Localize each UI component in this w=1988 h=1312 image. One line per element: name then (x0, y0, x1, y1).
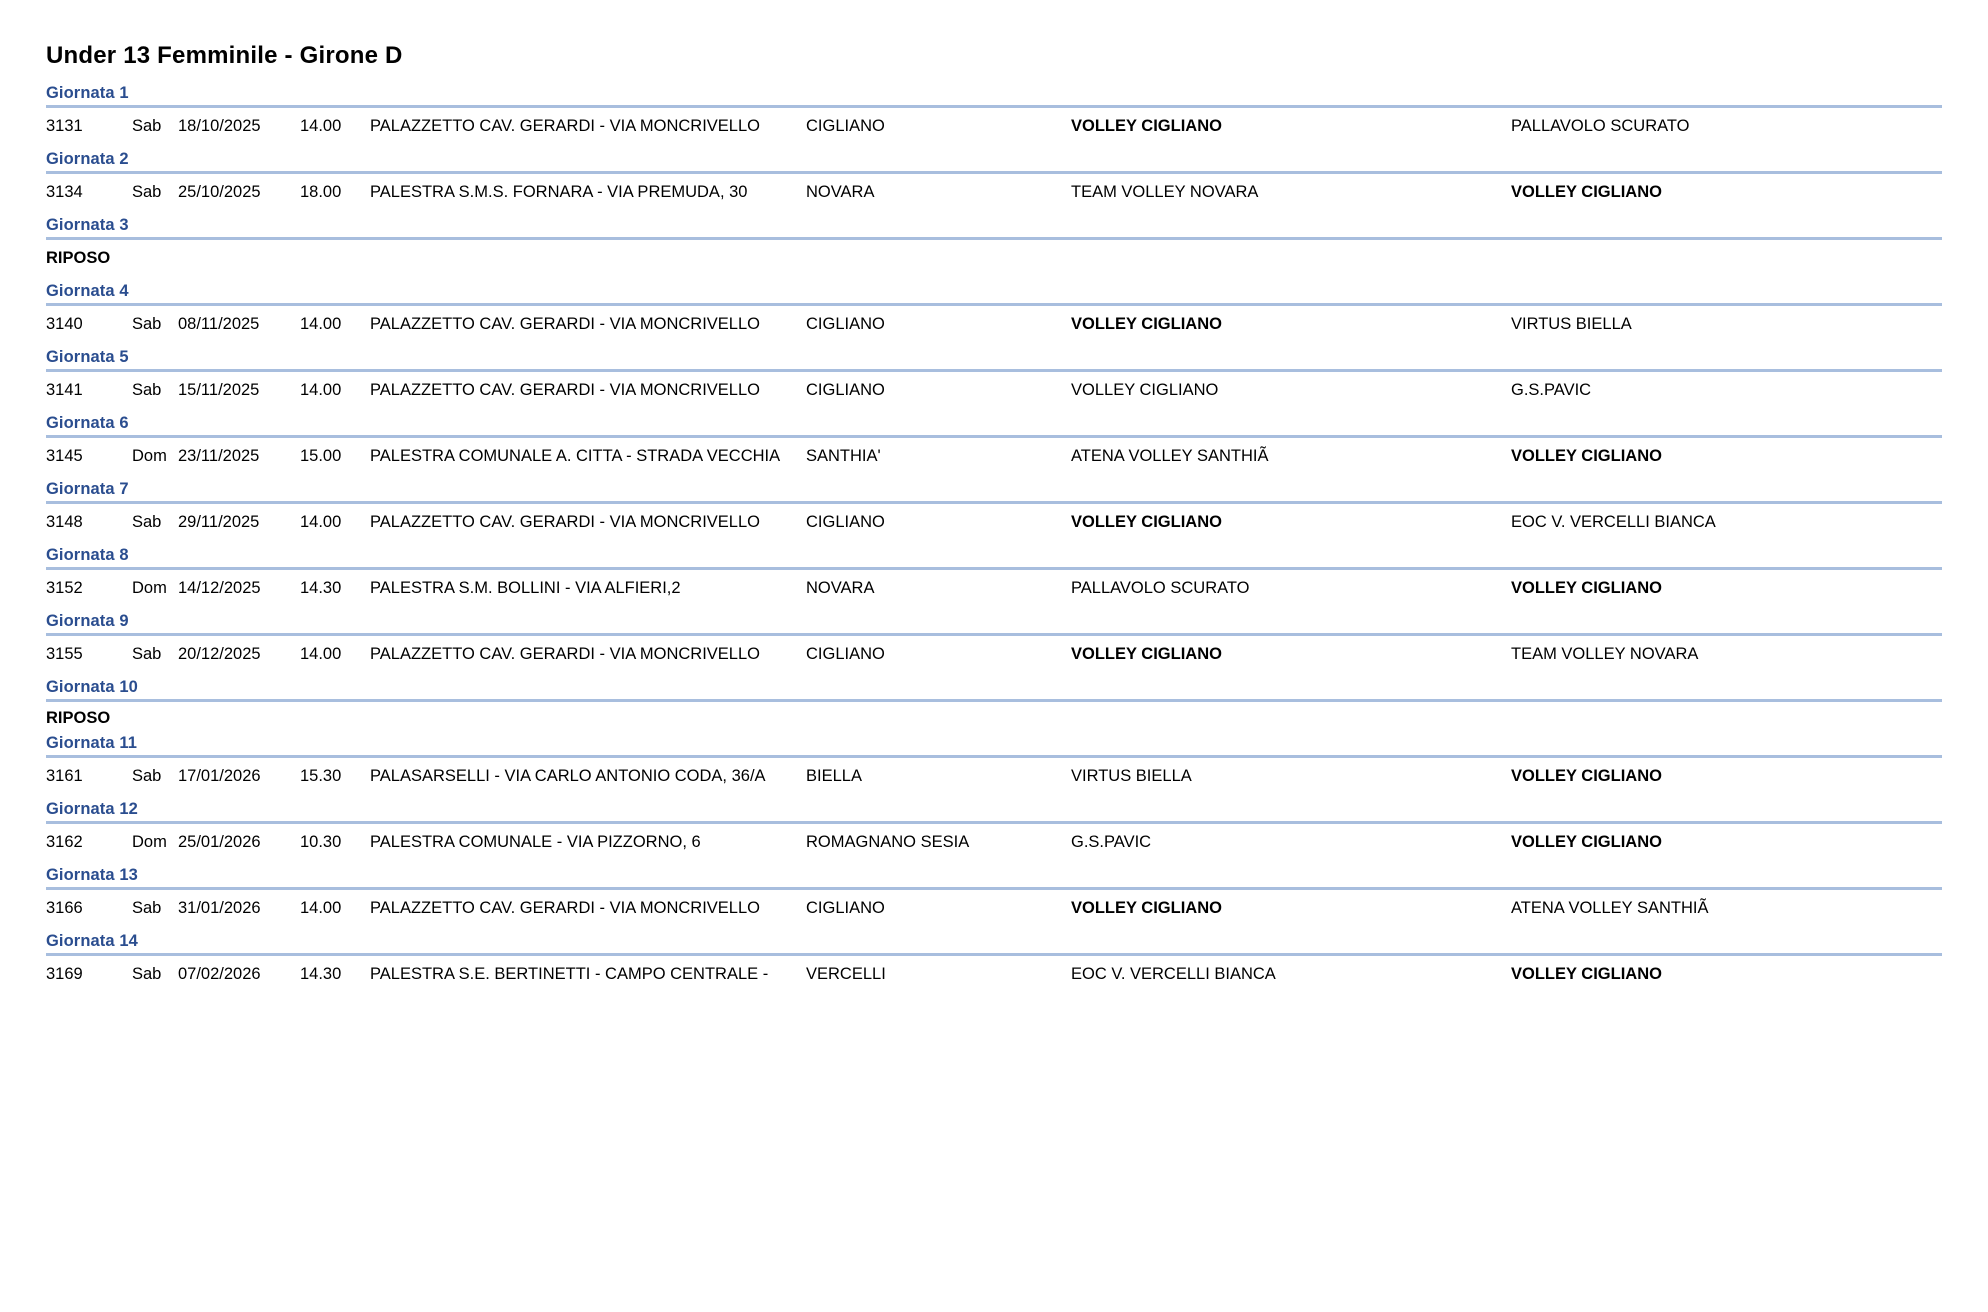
match-time: 14.00 (300, 381, 342, 399)
match-home-team: TEAM VOLLEY NOVARA (1071, 183, 1259, 201)
match-time: 14.30 (300, 579, 342, 597)
match-date: 14/12/2025 (178, 579, 261, 597)
match-date: 25/01/2026 (178, 833, 261, 851)
match-venue-text: PALAZZETTO CAV. GERARDI - VIA MONCRIVELLO (370, 899, 760, 917)
match-city: CIGLIANO (806, 117, 885, 135)
rest-label: RIPOSO (46, 709, 111, 727)
match-city: SANTHIA' (806, 447, 881, 465)
rest-label: RIPOSO (46, 249, 111, 267)
match-city: CIGLIANO (806, 645, 885, 663)
match-city: CIGLIANO (806, 381, 885, 399)
match-row (46, 438, 1942, 466)
round-block (46, 866, 1942, 918)
match-home-team: ATENA VOLLEY SANTHIÃ (1071, 447, 1269, 465)
page-title: Under 13 Femminile - Girone D (46, 42, 403, 69)
match-number: 3169 (46, 965, 83, 983)
match-date: 07/02/2026 (178, 965, 261, 983)
round-block (46, 932, 1942, 984)
match-number: 3161 (46, 767, 83, 785)
match-city: NOVARA (806, 579, 875, 597)
match-home-team: EOC V. VERCELLI BIANCA (1071, 965, 1276, 983)
match-venue (370, 381, 806, 400)
match-city: CIGLIANO (806, 513, 885, 531)
round-label: Giornata 5 (46, 348, 129, 366)
round-label: Giornata 3 (46, 216, 129, 234)
match-home-team: VIRTUS BIELLA (1071, 767, 1192, 785)
match-number: 3140 (46, 315, 83, 333)
match-venue-text: PALAZZETTO CAV. GERARDI - VIA MONCRIVELLO (370, 645, 760, 663)
match-city: ROMAGNANO SESIA (806, 833, 970, 851)
match-row (46, 570, 1942, 598)
match-date: 29/11/2025 (178, 513, 260, 531)
round-label: Giornata 10 (46, 678, 138, 696)
match-date: 08/11/2025 (178, 315, 260, 333)
match-home-team: VOLLEY CIGLIANO (1071, 645, 1222, 663)
match-away-team: VOLLEY CIGLIANO (1511, 579, 1662, 597)
match-row (46, 108, 1942, 136)
match-number: 3162 (46, 833, 83, 851)
match-venue (370, 513, 806, 532)
match-date: 18/10/2025 (178, 117, 261, 135)
match-away-team: TEAM VOLLEY NOVARA (1511, 645, 1699, 663)
match-time: 14.00 (300, 315, 342, 333)
match-row (46, 758, 1942, 786)
match-venue-text: PALAZZETTO CAV. GERARDI - VIA MONCRIVELLO (370, 513, 760, 531)
match-city: CIGLIANO (806, 315, 885, 333)
match-time: 14.00 (300, 645, 342, 663)
match-home-team: VOLLEY CIGLIANO (1071, 117, 1222, 135)
match-time: 14.00 (300, 513, 342, 531)
match-number: 3152 (46, 579, 83, 597)
match-venue-text: PALESTRA COMUNALE - VIA PIZZORNO, 6 (370, 833, 701, 851)
match-home-team: PALLAVOLO SCURATO (1071, 579, 1250, 597)
match-number: 3131 (46, 117, 83, 135)
match-weekday: Sab (132, 645, 162, 663)
round-block (46, 546, 1942, 598)
match-row (46, 636, 1942, 664)
match-venue-text: PALESTRA S.M. BOLLINI - VIA ALFIERI,2 (370, 579, 681, 597)
rounds-container (46, 84, 1942, 984)
match-city: CIGLIANO (806, 899, 885, 917)
match-time: 14.00 (300, 117, 342, 135)
match-weekday: Dom (132, 833, 167, 851)
match-date: 31/01/2026 (178, 899, 261, 917)
match-time: 15.30 (300, 767, 342, 785)
round-block (46, 800, 1942, 852)
match-away-team: VOLLEY CIGLIANO (1511, 767, 1662, 785)
match-row (46, 890, 1942, 918)
round-block (46, 216, 1942, 268)
match-venue-text: PALESTRA COMUNALE A. CITTA - STRADA VECCHIA (370, 447, 781, 465)
round-label: Giornata 14 (46, 932, 138, 950)
round-block (46, 348, 1942, 400)
match-row (46, 306, 1942, 334)
match-away-team: VOLLEY CIGLIANO (1511, 965, 1662, 983)
match-weekday: Sab (132, 767, 162, 785)
round-block (46, 480, 1942, 532)
match-away-team: G.S.PAVIC (1511, 381, 1592, 399)
round-label: Giornata 1 (46, 84, 129, 102)
match-away-team: VOLLEY CIGLIANO (1511, 447, 1662, 465)
match-venue (370, 447, 806, 466)
match-row (46, 824, 1942, 852)
match-date: 20/12/2025 (178, 645, 261, 663)
match-number: 3155 (46, 645, 83, 663)
match-venue (370, 833, 806, 852)
match-venue (370, 579, 806, 598)
match-venue (370, 315, 806, 334)
match-time: 18.00 (300, 183, 342, 201)
match-away-team: VOLLEY CIGLIANO (1511, 833, 1662, 851)
match-weekday: Dom (132, 579, 167, 597)
match-weekday: Sab (132, 381, 162, 399)
round-block (46, 612, 1942, 664)
match-weekday: Sab (132, 117, 162, 135)
round-block (46, 84, 1942, 136)
round-label: Giornata 12 (46, 800, 138, 818)
match-venue-text: PALESTRA S.E. BERTINETTI - CAMPO CENTRALE - (370, 965, 769, 983)
match-time: 10.30 (300, 833, 342, 851)
match-row (46, 956, 1942, 984)
round-label: Giornata 13 (46, 866, 138, 884)
match-time: 15.00 (300, 447, 342, 465)
match-away-team: VIRTUS BIELLA (1511, 315, 1632, 333)
round-block (46, 734, 1942, 786)
round-label: Giornata 6 (46, 414, 129, 432)
match-row (46, 504, 1942, 532)
match-date: 25/10/2025 (178, 183, 261, 201)
round-block (46, 678, 1942, 728)
match-number: 3148 (46, 513, 83, 531)
round-label: Giornata 2 (46, 150, 129, 168)
match-time: 14.00 (300, 899, 342, 917)
match-home-team: VOLLEY CIGLIANO (1071, 315, 1222, 333)
match-weekday: Sab (132, 899, 162, 917)
round-label: Giornata 9 (46, 612, 129, 630)
round-block (46, 282, 1942, 334)
match-number: 3141 (46, 381, 83, 399)
match-home-team: VOLLEY CIGLIANO (1071, 381, 1219, 399)
match-date: 15/11/2025 (178, 381, 260, 399)
match-date: 17/01/2026 (178, 767, 261, 785)
round-label: Giornata 8 (46, 546, 129, 564)
round-label: Giornata 7 (46, 480, 129, 498)
match-away-team: VOLLEY CIGLIANO (1511, 183, 1662, 201)
match-away-team: EOC V. VERCELLI BIANCA (1511, 513, 1716, 531)
match-venue-text: PALASARSELLI - VIA CARLO ANTONIO CODA, 36/A (370, 767, 766, 785)
round-block (46, 150, 1942, 202)
match-city: NOVARA (806, 183, 875, 201)
match-venue-text: PALESTRA S.M.S. FORNARA - VIA PREMUDA, 30 (370, 183, 748, 201)
match-venue (370, 899, 806, 918)
match-weekday: Sab (132, 183, 162, 201)
match-venue (370, 965, 806, 984)
match-weekday: Sab (132, 513, 162, 531)
match-home-team: G.S.PAVIC (1071, 833, 1152, 851)
match-city: VERCELLI (806, 965, 886, 983)
match-venue-text: PALAZZETTO CAV. GERARDI - VIA MONCRIVELLO (370, 315, 760, 333)
match-weekday: Dom (132, 447, 167, 465)
match-weekday: Sab (132, 315, 162, 333)
match-number: 3145 (46, 447, 83, 465)
match-date: 23/11/2025 (178, 447, 260, 465)
round-block (46, 414, 1942, 466)
match-venue-text: PALAZZETTO CAV. GERARDI - VIA MONCRIVELLO (370, 381, 760, 399)
match-venue (370, 767, 806, 786)
match-number: 3166 (46, 899, 83, 917)
match-row (46, 174, 1942, 202)
match-venue (370, 117, 806, 136)
match-venue (370, 183, 806, 202)
match-away-team: PALLAVOLO SCURATO (1511, 117, 1690, 135)
match-weekday: Sab (132, 965, 162, 983)
match-row (46, 372, 1942, 400)
match-venue (370, 645, 806, 664)
round-label: Giornata 11 (46, 734, 137, 752)
match-home-team: VOLLEY CIGLIANO (1071, 513, 1222, 531)
round-label: Giornata 4 (46, 282, 129, 300)
match-number: 3134 (46, 183, 83, 201)
match-away-team: ATENA VOLLEY SANTHIÃ (1511, 899, 1709, 917)
match-time: 14.30 (300, 965, 342, 983)
match-home-team: VOLLEY CIGLIANO (1071, 899, 1222, 917)
match-venue-text: PALAZZETTO CAV. GERARDI - VIA MONCRIVELLO (370, 117, 760, 135)
match-city: BIELLA (806, 767, 862, 785)
